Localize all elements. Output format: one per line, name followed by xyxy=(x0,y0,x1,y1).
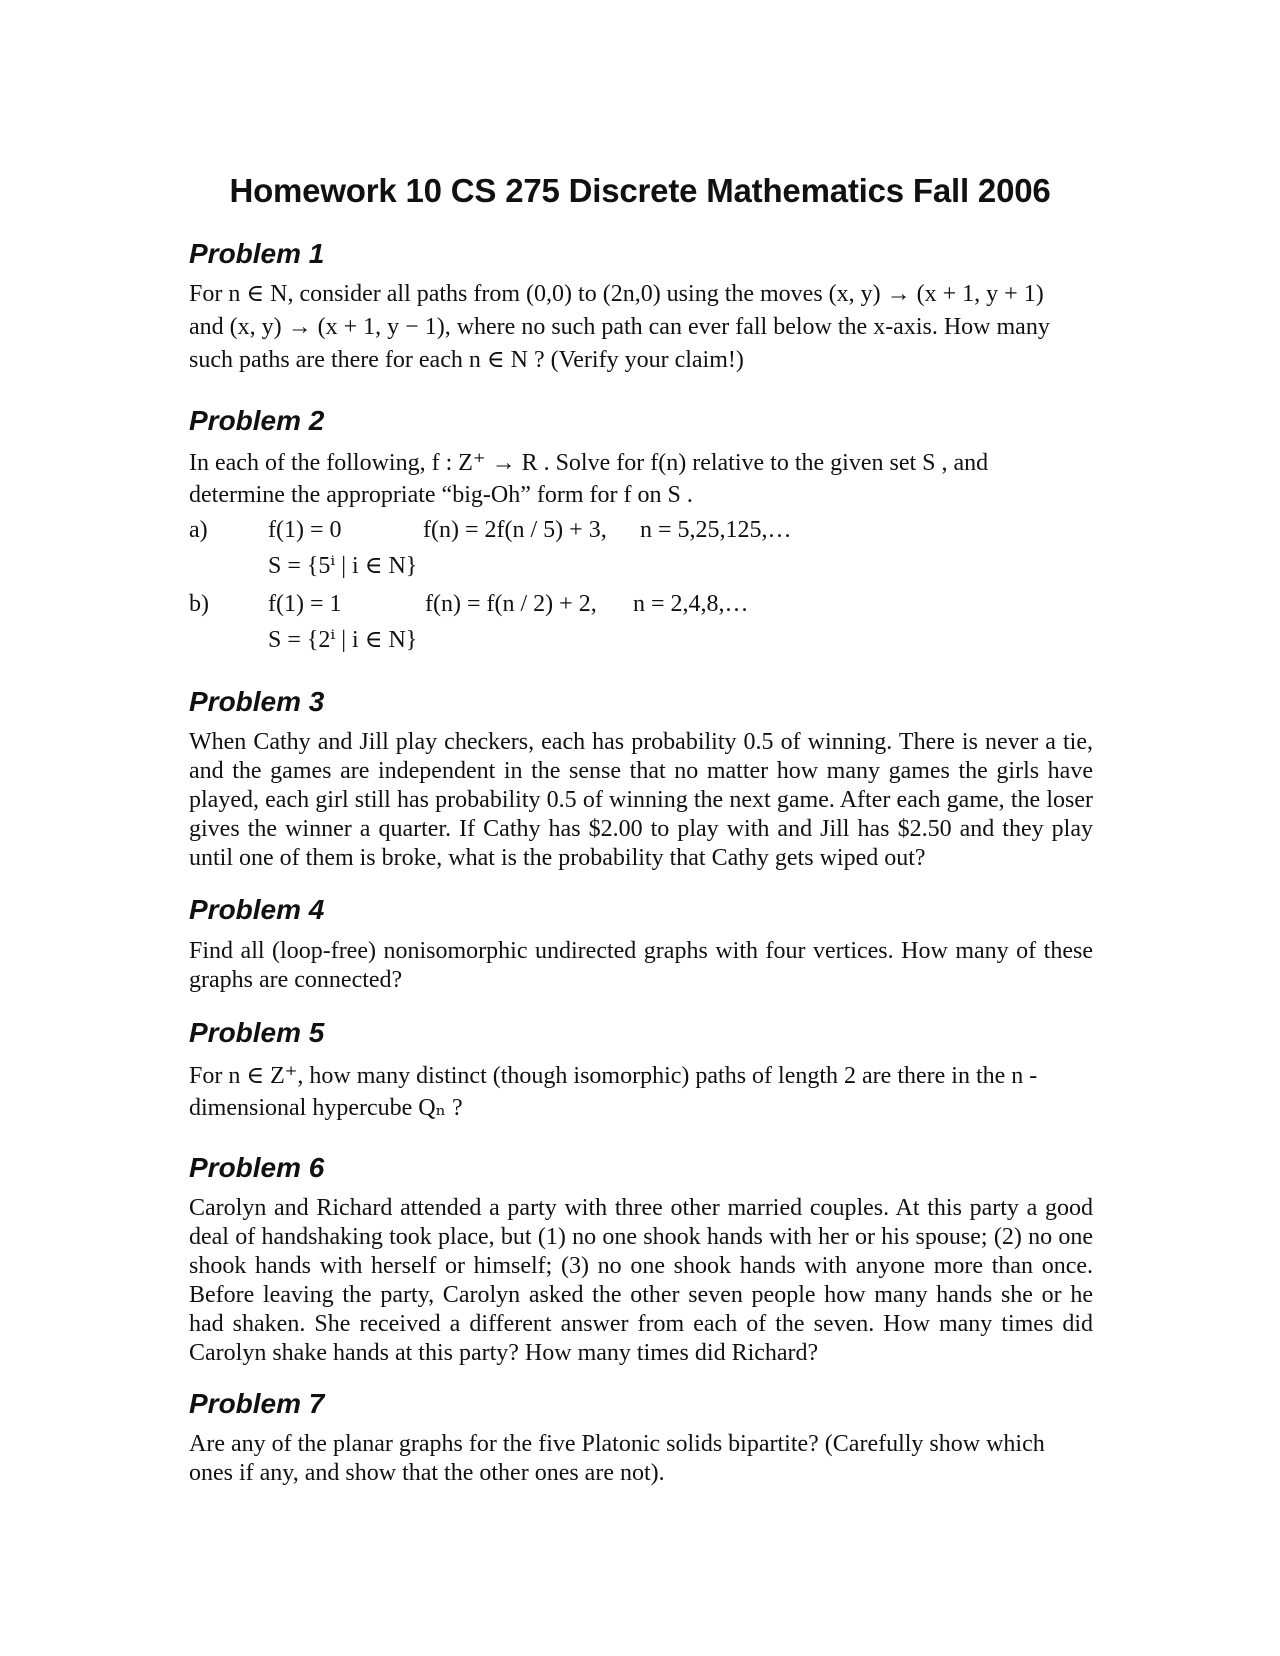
problem-6-heading: Problem 6 xyxy=(189,1152,325,1183)
problem-2a-base-case: f(1) = 0 xyxy=(268,517,342,543)
problem-3-text: When Cathy and Jill play checkers, each has probability 0.5 of winning. There is never a tie, and the games are independent in the sense that no matter how many games the girls have played, each girl still has probability 0.5 of winning the next game. After each game, the loser gives the winner a quarter. If Cathy has $2.00 to play with and Jill has $2.50 and they play until one of them is broke, what is the probability that Cathy gets wiped out? xyxy=(189,729,1093,871)
problem-2a-domain: n = 5,25,125,… xyxy=(640,517,792,543)
problem-7-heading: Problem 7 xyxy=(189,1388,325,1419)
problem-4-heading: Problem 4 xyxy=(189,894,325,925)
problem-2b-base-case: f(1) = 1 xyxy=(268,591,342,617)
problem-1-line-2: and (x, y) → (x + 1, y − 1), where no such path can ever fall below the x-axis. How many xyxy=(189,314,1050,340)
problem-1-heading: Problem 1 xyxy=(189,238,325,269)
problem-2-line-2: determine the appropriate “big-Oh” form for f on S . xyxy=(189,482,693,508)
problem-1-line-1: For n ∈ N, consider all paths from (0,0) to (2n,0) using the moves (x, y) → (x + 1, y + 1) xyxy=(189,281,1044,307)
problem-2a-set: S = {5ⁱ | i ∈ N} xyxy=(268,553,418,579)
document-title: Homework 10 CS 275 Discrete Mathematics Fall 2006 xyxy=(229,172,1051,209)
problem-2a-label: a) xyxy=(189,517,208,543)
problem-2-line-1: In each of the following, f : Z⁺ → R . Solve for f(n) relative to the given set S , and xyxy=(189,450,989,476)
problem-2b-set: S = {2ⁱ | i ∈ N} xyxy=(268,627,418,653)
problem-1-line-3: such paths are there for each n ∈ N ? (Verify your claim!) xyxy=(189,347,744,373)
problem-7-line-1: Are any of the planar graphs for the five Platonic solids bipartite? (Carefully show which xyxy=(189,1431,1045,1457)
problem-5-line-1: For n ∈ Z⁺, how many distinct (though isomorphic) paths of length 2 are there in the n - xyxy=(189,1063,1038,1089)
problem-2b-label: b) xyxy=(189,591,209,617)
problem-2b-domain: n = 2,4,8,… xyxy=(633,591,749,617)
problem-6-text: Carolyn and Richard attended a party with three other married couples. At this party a good deal of handshaking took place, but (1) no one shook hands with her or his spouse; (2) no one shook hands with herself or himself; (3) no one shook hands with anyone more than once. Before leaving the party, Carolyn asked the other seven people how many hands she or he had shaken. She received a different answer from each of the seven. How many times did Carolyn shake hands at this party? How many times did Richard? xyxy=(189,1195,1093,1366)
problem-2b-recurrence: f(n) = f(n / 2) + 2, xyxy=(425,591,597,617)
problem-2a-recurrence: f(n) = 2f(n / 5) + 3, xyxy=(423,517,607,543)
problem-5-heading: Problem 5 xyxy=(189,1017,325,1048)
problem-4-text: Find all (loop-free) nonisomorphic undirected graphs with four vertices. How many of these graphs are connected? xyxy=(189,938,1093,993)
problem-3-heading: Problem 3 xyxy=(189,686,325,717)
problem-2-heading: Problem 2 xyxy=(189,405,325,436)
problem-5-line-2: dimensional hypercube Qₙ ? xyxy=(189,1095,463,1121)
problem-7-line-2: ones if any, and show that the other ones are not). xyxy=(189,1460,665,1486)
